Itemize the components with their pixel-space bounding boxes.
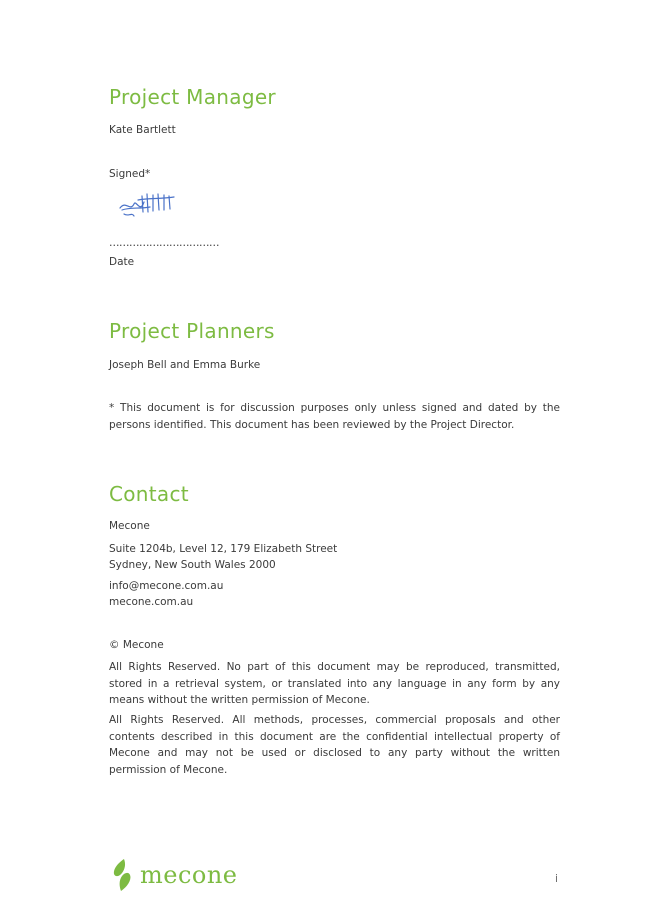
contact-company: Mecone xyxy=(109,520,150,532)
footer-logo xyxy=(110,858,238,892)
signature-line: …………………………… xyxy=(109,237,219,249)
signed-label: Signed* xyxy=(109,168,151,180)
contact-heading: Contact xyxy=(109,482,189,506)
contact-address-line2: Sydney, New South Wales 2000 xyxy=(109,559,276,571)
manager-name: Kate Bartlett xyxy=(109,124,176,136)
copyright-notice: © Mecone xyxy=(109,639,164,651)
signature-image xyxy=(116,190,180,220)
disclaimer-text: * This document is for discussion purposes only unless signed and dated by the persons identified. This document has been reviewed by the Project Director. xyxy=(109,402,560,431)
mecone-leaf-icon xyxy=(110,858,134,892)
planners-names: Joseph Bell and Emma Burke xyxy=(109,359,261,371)
footer-brand: mecone xyxy=(140,861,238,889)
copyright-paragraph-1: All Rights Reserved. No part of this document may be reproduced, transmitted, stored in a retrieval system, or translated into any language in any form by any means without the written permission of Mecone. xyxy=(109,661,560,706)
contact-address-line1: Suite 1204b, Level 12, 179 Elizabeth Street xyxy=(109,543,338,555)
contact-website[interactable]: mecone.com.au xyxy=(109,596,194,608)
project-planners-heading: Project Planners xyxy=(109,319,275,343)
date-label: Date xyxy=(109,256,135,268)
copyright-paragraph-2: All Rights Reserved. All methods, processes, commercial proposals and other contents described in this document are the confidential intellectual property of Mecone and may not be used or disclosed to any party without the written permission of Mecone. xyxy=(109,714,560,776)
page-number: i xyxy=(555,873,558,885)
contact-email[interactable]: info@mecone.com.au xyxy=(109,580,224,592)
project-manager-heading: Project Manager xyxy=(109,85,276,109)
